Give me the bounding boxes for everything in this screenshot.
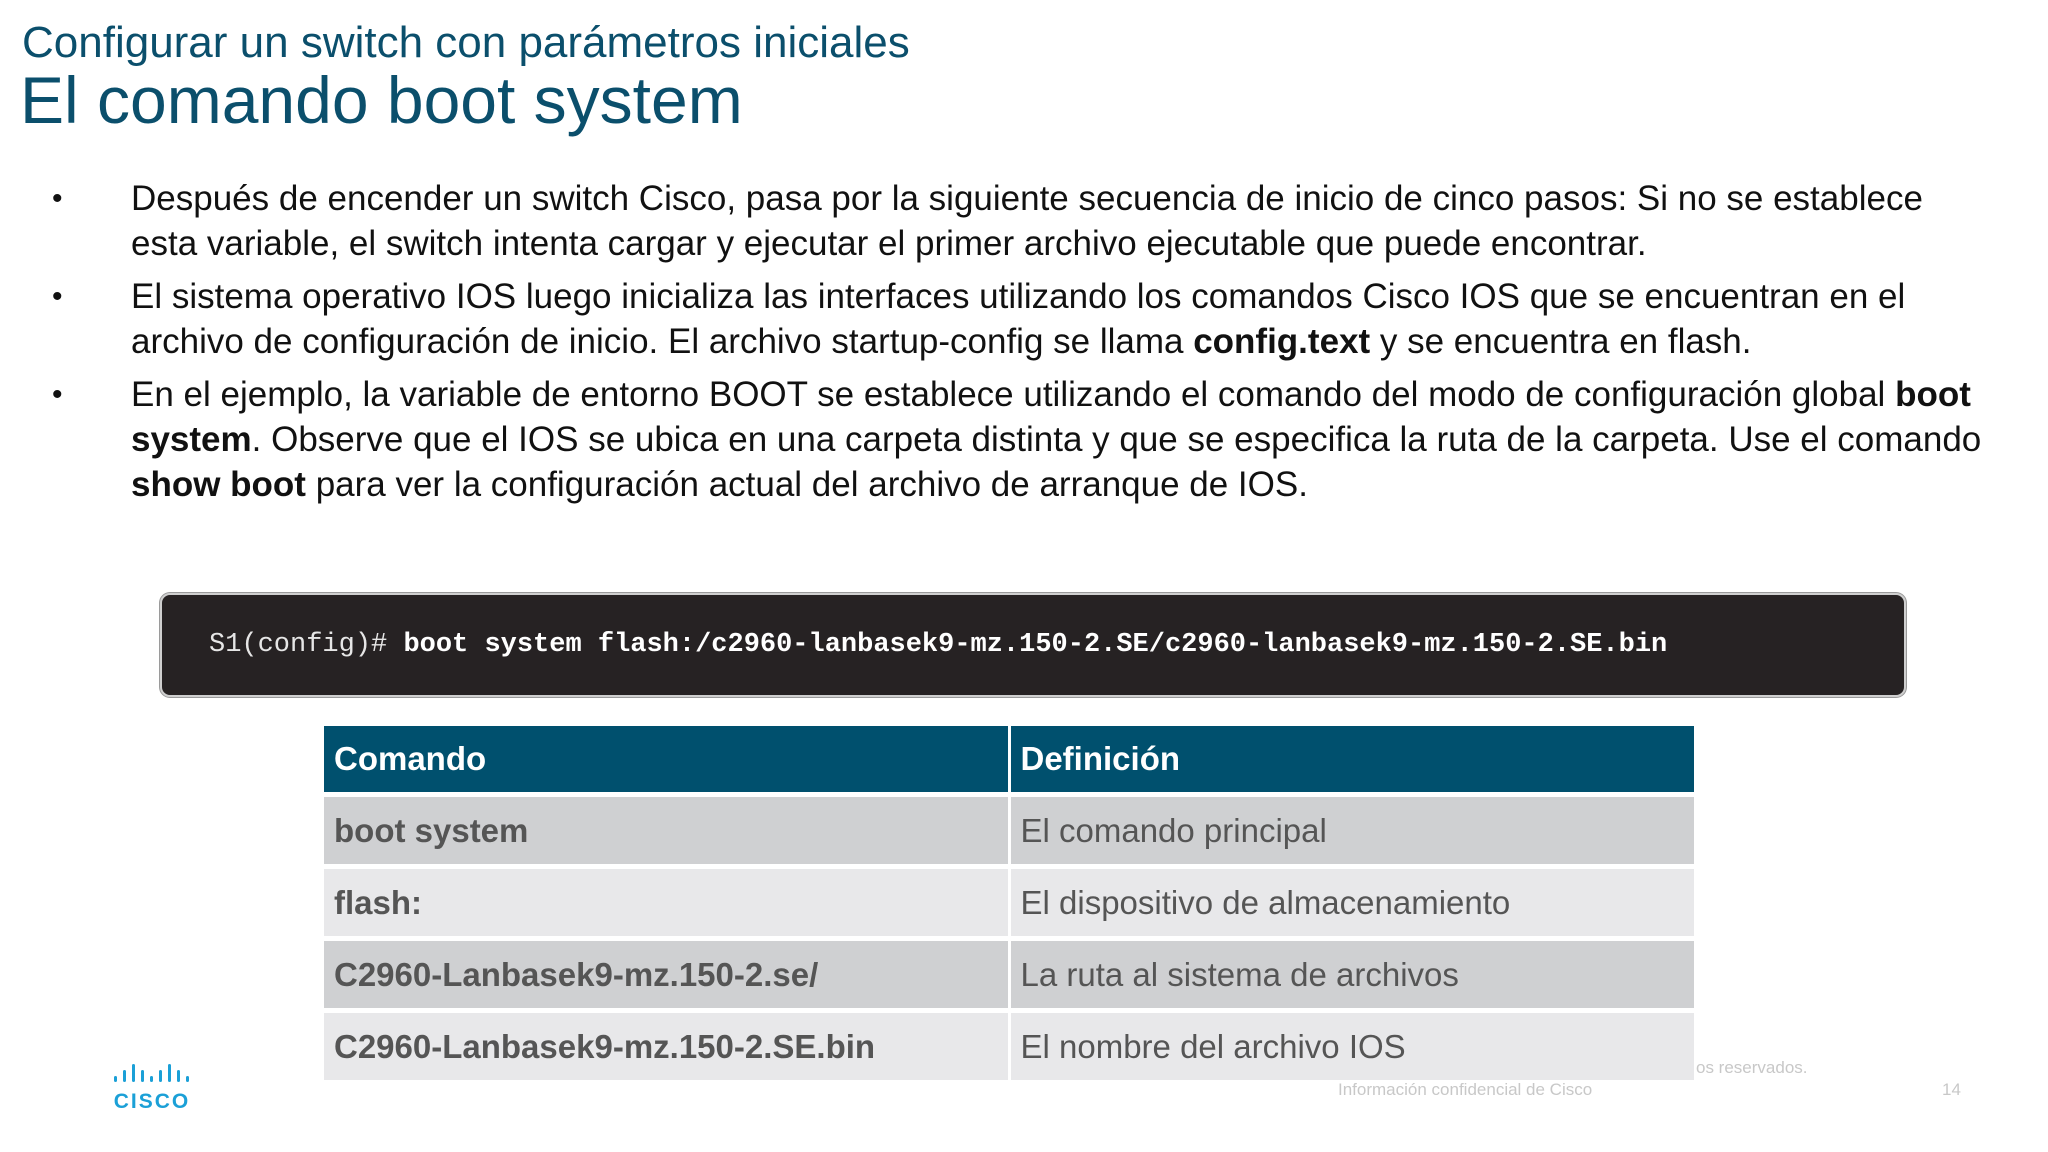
bullet-list: [48, 176, 1998, 515]
header-comando: Comando: [324, 726, 1008, 792]
cisco-logo: [112, 1064, 196, 1112]
row-command: C2960-Lanbasek9-mz.150-2.se/: [324, 941, 1008, 1008]
bullet-text: En el ejemplo, la variable de entorno BOOT se establece utilizando el comando del modo de configuración global: [131, 375, 1896, 414]
table-row: [324, 869, 1694, 936]
table-row: [324, 1013, 1694, 1080]
row-definition: El comando principal: [1011, 797, 1695, 864]
terminal-prompt: S1(config)#: [209, 630, 404, 660]
row-definition: La ruta al sistema de archivos: [1011, 941, 1695, 1008]
header-definicion: Definición: [1011, 726, 1695, 792]
slide-subtitle: Configurar un switch con parámetros iniciales: [22, 18, 910, 67]
bullet-bold-text: config.text: [1193, 322, 1371, 361]
bullet-dot-icon: •: [52, 182, 63, 215]
bullet-item: [48, 274, 1998, 364]
row-definition: El dispositivo de almacenamiento: [1011, 869, 1695, 936]
slide-title: El comando boot system: [20, 63, 743, 137]
row-command: flash:: [324, 869, 1008, 936]
bullet-bold-text: show boot: [131, 465, 306, 504]
cisco-logo-icon: [112, 1064, 196, 1112]
bullet-text: El sistema operativo IOS luego inicializa las interfaces utilizando los comandos Cisco IOS que se encuentran en el archivo de configuración de inicio. El archivo startup-config se llama: [131, 277, 1906, 361]
bullet-dot-icon: •: [52, 378, 63, 411]
bullet-text: para ver la configuración actual del archivo de arranque de IOS.: [305, 465, 1308, 504]
table-row: [324, 941, 1694, 1008]
bullet-text: . Observe que el IOS se ubica en una carpeta distinta y que se especifica la ruta de la carpeta. Use el comando: [251, 420, 1982, 459]
bullet-item: [48, 176, 1998, 266]
footer-confidential: Información confidencial de Cisco: [1338, 1080, 1593, 1099]
terminal-command: boot system flash:/c2960-lanbasek9-mz.150-2.SE/c2960-lanbasek9-mz.150-2.SE.bin: [403, 630, 1668, 660]
bullet-item: [48, 372, 1998, 507]
page-number: 14: [1942, 1080, 1961, 1099]
command-table: [321, 721, 1697, 1085]
bullet-dot-icon: •: [52, 280, 63, 313]
logo-text: CISCO: [113, 1090, 191, 1112]
bullet-text: y se encuentra en flash.: [1370, 322, 1752, 361]
table-header-row: [324, 726, 1694, 792]
row-command: boot system: [324, 797, 1008, 864]
bullet-bold-text: boot system: [131, 375, 1971, 459]
table-row: [324, 797, 1694, 864]
footer-rights: os reservados.: [1696, 1058, 1808, 1077]
terminal-window: [160, 593, 1906, 697]
bullet-text: Después de encender un switch Cisco, pasa por la siguiente secuencia de inicio de cinco pasos: Si no se establece esta variable, el switch intenta cargar y ejecutar el primer archivo ejecutable que puede encontrar.: [131, 179, 1923, 263]
row-command: C2960-Lanbasek9-mz.150-2.SE.bin: [324, 1013, 1008, 1080]
row-definition: El nombre del archivo IOS: [1011, 1013, 1695, 1080]
